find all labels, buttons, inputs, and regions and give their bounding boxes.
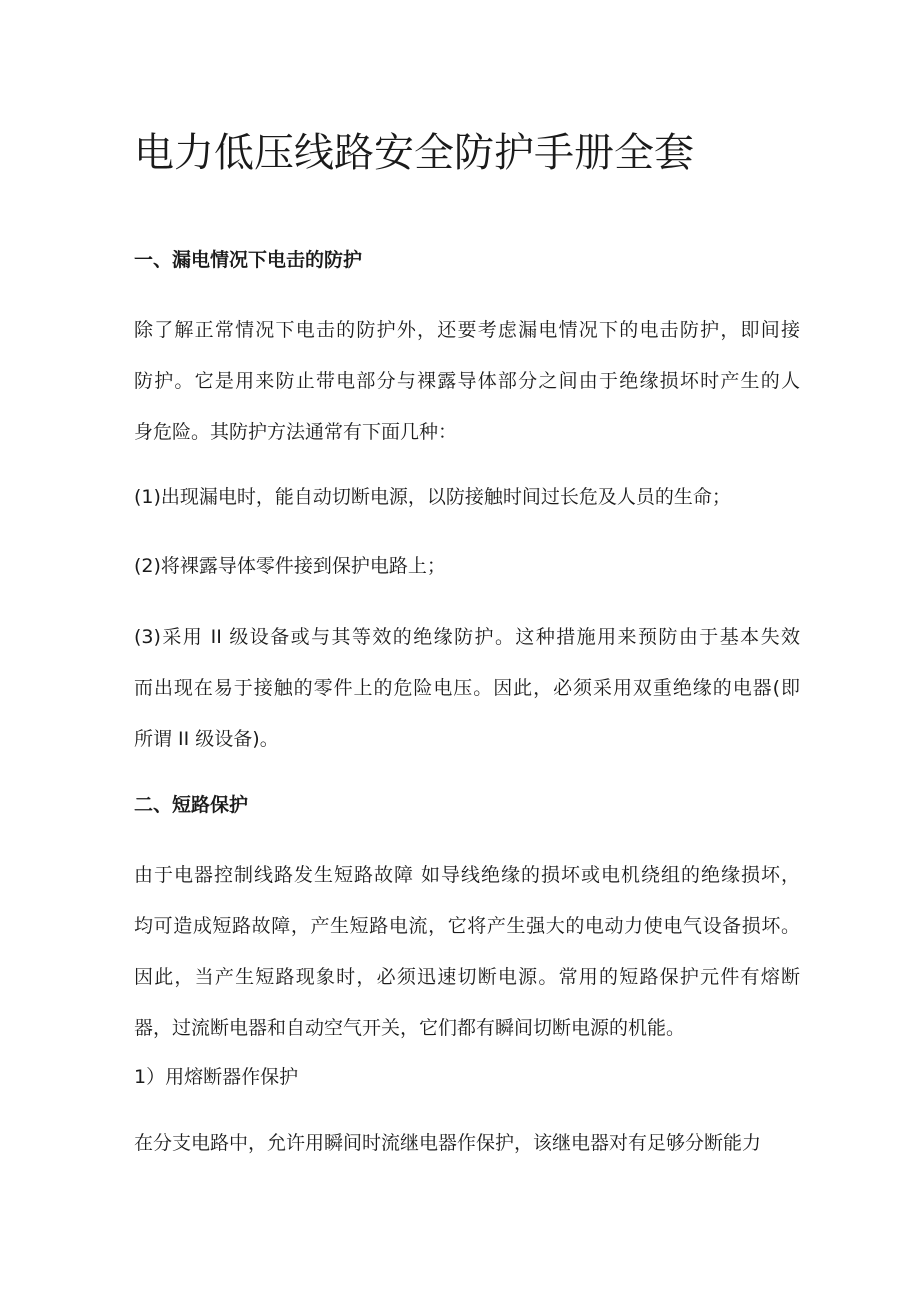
- section-heading-leakage: 一、漏电情况下电击的防护: [134, 249, 363, 271]
- document-title: 电力低压线路安全防护手册全套: [134, 130, 694, 176]
- text-line: (3)采用 II 级设备或与其等效的绝缘防护。这种措施用来预防由于基本失效: [134, 626, 800, 648]
- section-heading-short-circuit: 二、短路保护: [134, 794, 249, 816]
- list-item-1: (1)出现漏电时，能自动切断电源，以防接触时间过长危及人员的生命；: [134, 486, 731, 508]
- paragraph-branch-circuit: 在分支电路中，允许用瞬间时流继电器作保护，该继电器对有足够分断能力: [134, 1132, 762, 1154]
- text-line: 因此，当产生短路现象时，必须迅速切断电源。常用的短路保护元件有熔断: [134, 966, 800, 988]
- subsection-heading-fuse: 1）用熔断器作保护: [134, 1066, 299, 1088]
- text-line: 由于电器控制线路发生短路故障 如导线绝缘的损坏或电机绕组的绝缘损坏，: [134, 864, 800, 886]
- text-line: 而出现在易于接触的零件上的危险电压。因此，必须采用双重绝缘的电器(即: [134, 677, 800, 699]
- text-line: 均可造成短路故障，产生短路电流，它将产生强大的电动力使电气设备损坏。: [134, 915, 800, 937]
- text-line: 除了解正常情况下电击的防护外，还要考虑漏电情况下的电击防护，即间接: [134, 319, 800, 341]
- paragraph-indirect-protection: [134, 305, 800, 458]
- list-item-3: [134, 612, 800, 765]
- text-line: 防护。它是用来防止带电部分与裸露导体部分之间由于绝缘损坏时产生的人: [134, 370, 800, 392]
- paragraph-short-circuit: [134, 850, 800, 1054]
- list-item-2: (2)将裸露导体零件接到保护电路上；: [134, 555, 446, 577]
- text-line: 所谓 II 级设备)。: [134, 728, 279, 750]
- text-line: 器，过流断电器和自动空气开关，它们都有瞬间切断电源的机能。: [134, 1017, 686, 1039]
- text-line: 身危险。其防护方法通常有下面几种：: [134, 421, 458, 443]
